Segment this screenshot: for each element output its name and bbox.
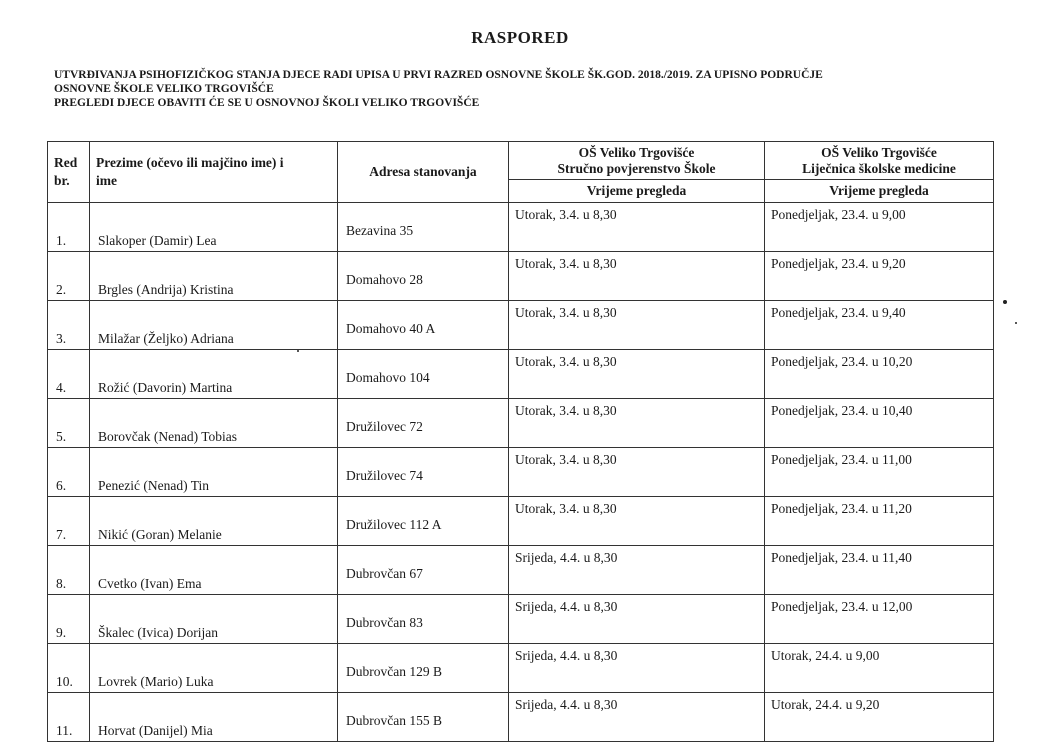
- row-time-doctor: Ponedjeljak, 23.4. u 10,20: [765, 350, 994, 399]
- header-group-doctor-line2: Liječnica školske medicine: [802, 161, 956, 176]
- row-number: 5.: [48, 399, 90, 448]
- document-title: RASPORED: [471, 28, 569, 47]
- table-row: [48, 546, 994, 595]
- subtitle-line-2: OSNOVNE ŠKOLE VELIKO TRGOVIŠĆE: [54, 83, 274, 95]
- row-name: Lovrek (Mario) Luka: [90, 644, 338, 693]
- row-time-school: Utorak, 3.4. u 8,30: [509, 448, 765, 497]
- row-time-school: Utorak, 3.4. u 8,30: [509, 252, 765, 301]
- row-address: Dubrovčan 129 B: [338, 644, 509, 693]
- table-row: [48, 399, 994, 448]
- row-name: Cvetko (Ivan) Ema: [90, 546, 338, 595]
- row-address: Dubrovčan 83: [338, 595, 509, 644]
- row-number: 9.: [48, 595, 90, 644]
- row-address: Dubrovčan 155 B: [338, 693, 509, 742]
- row-time-doctor: Ponedjeljak, 23.4. u 11,00: [765, 448, 994, 497]
- row-time-school: Utorak, 3.4. u 8,30: [509, 497, 765, 546]
- row-time-school: Srijeda, 4.4. u 8,30: [509, 595, 765, 644]
- table-row: [48, 252, 994, 301]
- row-number: 11.: [48, 693, 90, 742]
- row-time-school: Utorak, 3.4. u 8,30: [509, 399, 765, 448]
- row-time-school: Utorak, 3.4. u 8,30: [509, 203, 765, 252]
- table-row: [48, 595, 994, 644]
- row-number: 3.: [48, 301, 90, 350]
- table-row: [48, 644, 994, 693]
- schedule-table: [47, 141, 994, 742]
- row-number: 10.: [48, 644, 90, 693]
- row-name: Nikić (Goran) Melanie: [90, 497, 338, 546]
- header-group-doctor-line1: OŠ Veliko Trgovišće: [821, 145, 937, 160]
- row-address: Družilovec 72: [338, 399, 509, 448]
- row-name: Rožić (Davorin) Martina: [90, 350, 338, 399]
- row-name: Slakoper (Damir) Lea: [90, 203, 338, 252]
- row-time-school: Utorak, 3.4. u 8,30: [509, 301, 765, 350]
- row-time-school: Utorak, 3.4. u 8,30: [509, 350, 765, 399]
- row-number: 1.: [48, 203, 90, 252]
- table-row: [48, 301, 994, 350]
- header-address: Adresa stanovanja: [338, 142, 509, 203]
- row-name: Horvat (Danijel) Mia: [90, 693, 338, 742]
- header-group-school-line1: OŠ Veliko Trgovišće: [578, 145, 695, 160]
- row-time-school: Srijeda, 4.4. u 8,30: [509, 693, 765, 742]
- header-red-br-line2: br.: [54, 173, 70, 188]
- row-time-doctor: Utorak, 24.4. u 9,00: [765, 644, 994, 693]
- row-time-school: Srijeda, 4.4. u 8,30: [509, 546, 765, 595]
- row-number: 7.: [48, 497, 90, 546]
- header-red-br-line1: Red: [54, 155, 78, 170]
- row-time-doctor: Ponedjeljak, 23.4. u 9,40: [765, 301, 994, 350]
- row-address: Domahovo 40 A: [338, 301, 509, 350]
- header-name: [90, 142, 338, 203]
- row-name: Borovčak (Nenad) Tobias: [90, 399, 338, 448]
- document-subtitle: [54, 68, 994, 110]
- table-row: [48, 693, 994, 742]
- scan-speck: [1003, 300, 1007, 304]
- row-time-doctor: Ponedjeljak, 23.4. u 9,00: [765, 203, 994, 252]
- row-address: Dubrovčan 67: [338, 546, 509, 595]
- row-time-doctor: Utorak, 24.4. u 9,20: [765, 693, 994, 742]
- row-number: 4.: [48, 350, 90, 399]
- row-name: Penezić (Nenad) Tin: [90, 448, 338, 497]
- subtitle-line-1: UTVRĐIVANJA PSIHOFIZIČKOG STANJA DJECE RADI UPISA U PRVI RAZRED OSNOVNE ŠKOLE ŠK.GOD. 2018./2019. ZA UPISNO PODRUČJE: [54, 69, 823, 81]
- table-row: [48, 350, 994, 399]
- row-time-doctor: Ponedjeljak, 23.4. u 10,40: [765, 399, 994, 448]
- header-name-line2: ime: [96, 173, 117, 188]
- row-time-doctor: Ponedjeljak, 23.4. u 12,00: [765, 595, 994, 644]
- header-group-school-line2: Stručno povjerenstvo Škole: [557, 161, 716, 176]
- header-group-doctor: [765, 142, 994, 180]
- row-time-doctor: Ponedjeljak, 23.4. u 11,20: [765, 497, 994, 546]
- row-time-doctor: Ponedjeljak, 23.4. u 11,40: [765, 546, 994, 595]
- table-row: [48, 203, 994, 252]
- row-address: Bezavina 35: [338, 203, 509, 252]
- subtitle-line-3: PREGLEDI DJECE OBAVITI ĆE SE U OSNOVNOJ ŠKOLI VELIKO TRGOVIŠĆE: [54, 97, 480, 109]
- row-name: Škalec (Ivica) Dorijan: [90, 595, 338, 644]
- header-group-school: [509, 142, 765, 180]
- table-row: [48, 497, 994, 546]
- scan-speck: [297, 350, 299, 352]
- row-name: Milažar (Željko) Adriana: [90, 301, 338, 350]
- header-name-line1: Prezime (očevo ili majčino ime) i: [96, 155, 284, 170]
- row-address: Domahovo 28: [338, 252, 509, 301]
- row-time-school: Srijeda, 4.4. u 8,30: [509, 644, 765, 693]
- row-number: 8.: [48, 546, 90, 595]
- header-red-br: [48, 142, 90, 203]
- header-time-doctor: Vrijeme pregleda: [765, 180, 994, 203]
- header-time-school: Vrijeme pregleda: [509, 180, 765, 203]
- scan-speck: [1015, 322, 1017, 324]
- row-address: Družilovec 112 A: [338, 497, 509, 546]
- table-row: [48, 448, 994, 497]
- row-address: Družilovec 74: [338, 448, 509, 497]
- row-number: 2.: [48, 252, 90, 301]
- row-address: Domahovo 104: [338, 350, 509, 399]
- row-name: Brgles (Andrija) Kristina: [90, 252, 338, 301]
- row-time-doctor: Ponedjeljak, 23.4. u 9,20: [765, 252, 994, 301]
- row-number: 6.: [48, 448, 90, 497]
